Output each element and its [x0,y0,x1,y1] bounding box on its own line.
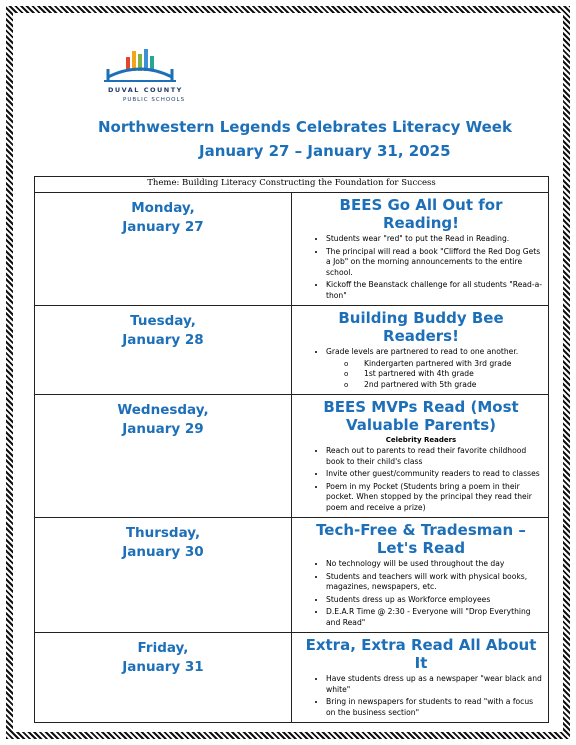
list-item: • Bring in newspapers for students to read "with a focus on the business section" [326,697,542,718]
list-item-text: Grade levels are partnered to read to one another. [326,347,519,356]
day-cell [35,518,292,633]
list-item: • No technology will be used throughout the day [326,559,542,570]
day-date: January 30 [122,544,204,560]
list-item: • Have students dress up as a newspaper "wear black and white" [326,674,542,695]
table-row [35,633,549,723]
sub-list-item: o 2nd partnered with 5th grade [366,380,542,391]
sub-list-item: o Kindergarten partnered with 3rd grade [366,359,542,370]
page-title: Northwestern Legends Celebrates Literacy Week [98,118,512,136]
activity-list [300,347,542,390]
day-cell [35,306,292,395]
table-row [35,306,549,395]
sub-list-item: o 1st partnered with 4th grade [366,369,542,380]
table-row [35,193,549,306]
activity-cell [292,633,549,723]
activity-heading: BEES Go All Out for Reading! [339,196,503,232]
sub-list [326,359,542,391]
activity-cell [292,518,549,633]
theme-line: Theme: Building Literacy Constructing the Foundation for Success [35,177,549,193]
day-name: Friday, [137,640,189,656]
list-item: • Students and teachers will work with physical books, magazines, newspapers, etc. [326,572,542,593]
activity-list [300,559,542,628]
day-name: Thursday, [125,525,201,541]
activity-heading: Tech-Free & Tradesman – Let's Read [316,521,526,557]
logo-text-schools: PUBLIC SCHOOLS [123,97,186,103]
day-name: Wednesday, [117,402,209,418]
activity-list [300,234,542,301]
day-date: January 31 [122,659,204,675]
activity-heading: Building Buddy Bee Readers! [338,309,504,345]
day-cell [35,633,292,723]
logo-text-county: DUVAL COUNTY [108,86,183,94]
day-name: Monday, [131,200,195,216]
activity-heading: Extra, Extra Read All About It [305,636,537,672]
activity-list [300,446,542,513]
day-date: January 28 [122,332,204,348]
activity-list [300,674,542,718]
activity-heading: BEES MVPs Read (Most Valuable Parents) [323,398,519,434]
table-row [35,518,549,633]
list-item [326,347,542,390]
day-name: Tuesday, [130,313,196,329]
day-date: January 29 [122,421,204,437]
activity-cell [292,306,549,395]
schedule-table [34,176,549,723]
date-range: January 27 – January 31, 2025 [199,142,451,160]
list-item: • Students dress up as Workforce employees [326,595,542,606]
activity-cell [292,395,549,518]
list-item: • The principal will read a book "Clifford the Red Dog Gets a Job" on the morning announcements to the entire school. [326,247,542,279]
list-item: • Kickoff the Beanstack challenge for all students "Read-a-thon" [326,280,542,301]
list-item: • Students wear "red" to put the Read in Reading. [326,234,542,245]
activity-cell [292,193,549,306]
day-date: January 27 [122,219,204,235]
list-item: • Reach out to parents to read their favorite childhood book to their child's class [326,446,542,467]
list-item: • Poem in my Pocket (Students bring a poem in their pocket. When stopped by the principal they read their poem and receive a prize) [326,482,542,514]
list-item: • Invite other guest/community readers to read to classes [326,469,542,480]
day-cell [35,193,292,306]
list-item: • D.E.A.R Time @ 2:30 - Everyone will "Drop Everything and Read" [326,607,542,628]
table-row [35,395,549,518]
day-cell [35,395,292,518]
activity-subheading: Celebrity Readers [385,436,457,444]
